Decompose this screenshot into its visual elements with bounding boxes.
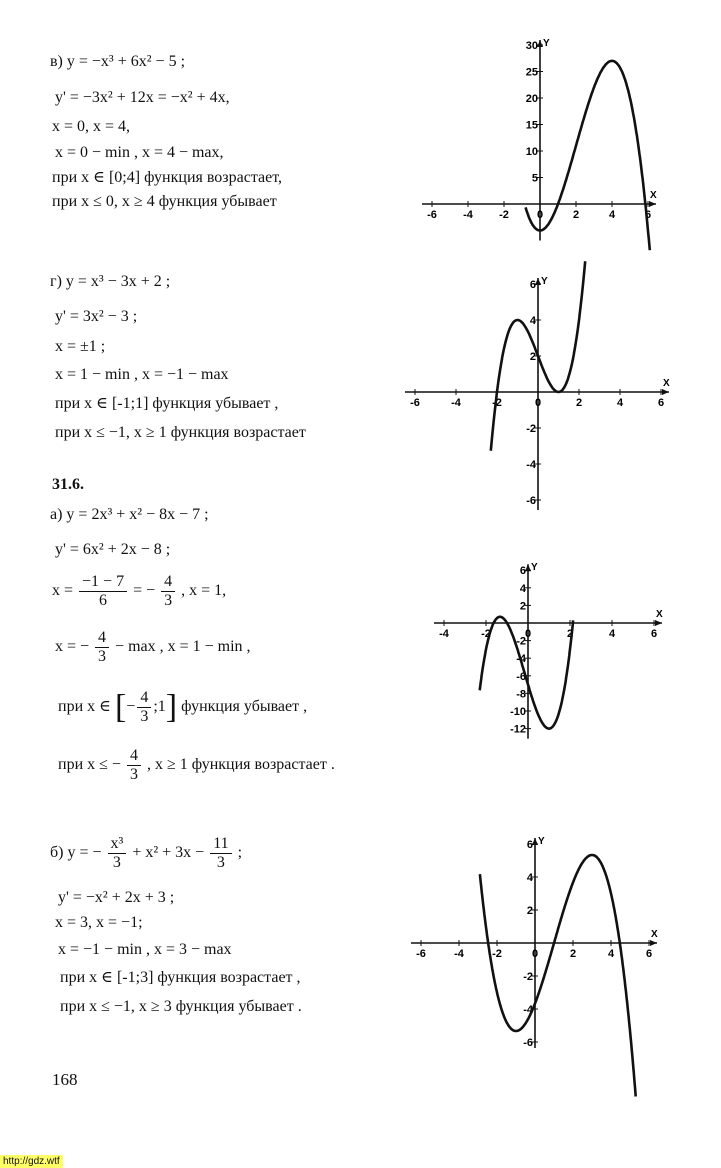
function-curve (526, 61, 650, 250)
x-tick-label: 4 (616, 397, 624, 409)
text: функция убывает , (181, 698, 308, 715)
function-curve (480, 855, 636, 1097)
fraction (95, 629, 109, 666)
problem-v-line5: при x ∈ [0;4] функция возрастает, (52, 169, 283, 186)
numerator: 4 (137, 689, 151, 708)
y-tick-label: -4 (526, 459, 536, 471)
problem-v-line1: в) y = −x³ + 6x² − 5 ; (50, 53, 186, 70)
problem-g-line6: при x ≤ −1, x ≥ 1 функция возрастает (55, 424, 306, 441)
x-tick-label: 4 (607, 948, 615, 960)
fraction (210, 835, 231, 872)
numerator: 4 (161, 573, 175, 592)
x-tick-label: 6 (657, 397, 665, 409)
problem-g-line4: x = 1 − min , x = −1 − max (55, 366, 229, 383)
x-tick-label: 2 (575, 397, 583, 409)
text: , x = 1, (181, 582, 227, 599)
y-tick-label: 6 (519, 565, 526, 578)
x-tick-label: 0 (534, 397, 542, 409)
text: x = − (55, 638, 90, 655)
numerator: x³ (108, 835, 127, 854)
y-tick-label: 15 (525, 119, 538, 132)
footer-link[interactable]: http://gdz.wtf (0, 1155, 63, 1168)
y-tick-label: 2 (529, 351, 536, 363)
x-tick-label: -2 (499, 209, 509, 221)
fraction (161, 573, 175, 610)
x-axis-label: X (663, 378, 670, 389)
y-tick-label: -6 (516, 670, 526, 683)
x-tick-label: 6 (650, 628, 658, 640)
numerator: 11 (210, 835, 231, 854)
problem-a-line3 (52, 572, 226, 610)
denominator: 3 (164, 591, 173, 609)
y-tick-label: 4 (529, 315, 536, 327)
x-tick-label: -4 (463, 209, 473, 221)
y-tick-label: -2 (516, 635, 526, 648)
denominator: 3 (112, 853, 121, 871)
problem-v-line4: x = 0 − min , x = 4 − max, (55, 144, 224, 161)
x-tick-label: -4 (451, 397, 461, 409)
y-tick-label: 10 (525, 146, 538, 158)
x-axis-label: X (650, 190, 657, 201)
y-axis-label: Y (531, 562, 538, 574)
fraction (79, 573, 127, 610)
text: x = (52, 582, 74, 599)
problem-b-line6: при x ≤ −1, x ≥ 3 функция убывает . (60, 998, 302, 1015)
problem-v-line6: при x ≤ 0, x ≥ 4 функция убывает (52, 193, 277, 210)
graph-b (415, 825, 675, 1050)
y-tick-label: 4 (526, 872, 533, 884)
x-tick-label: 0 (531, 948, 539, 960)
y-tick-label: -6 (526, 495, 536, 507)
y-tick-label: 2 (519, 600, 526, 613)
problem-a-line1: а) y = 2x³ + x² − 8x − 7 ; (50, 506, 209, 523)
graph-g (400, 262, 690, 512)
text: при x ∈ (58, 698, 111, 715)
problem-b-line2: y' = −x² + 2x + 3 ; (58, 889, 175, 906)
x-tick-label: -2 (481, 628, 491, 640)
y-axis-label: Y (541, 276, 548, 287)
bracket: [ (114, 688, 127, 726)
problem-a-line5 (58, 688, 307, 726)
text: б) y = − (50, 844, 102, 861)
y-tick-label: 25 (525, 66, 538, 79)
denominator: 3 (216, 853, 225, 871)
x-tick-label: 0 (524, 628, 532, 640)
x-axis-arrow (649, 201, 656, 207)
numerator: 4 (127, 747, 141, 766)
text: при x ≤ − (58, 756, 121, 773)
x-tick-label: -6 (427, 209, 437, 221)
graph-a (430, 535, 680, 785)
numerator: 4 (95, 629, 109, 648)
y-axis-label: Y (543, 38, 550, 49)
numerator: −1 − 7 (79, 573, 127, 592)
problem-g-line1: г) y = x³ − 3x + 2 ; (50, 273, 171, 290)
y-tick-label: -2 (523, 971, 533, 983)
x-axis-arrow (662, 389, 669, 395)
problem-b-line5: при x ∈ [-1;3] функция возрастает , (60, 969, 301, 986)
problem-a-line6 (58, 746, 335, 784)
denominator: 6 (99, 591, 108, 609)
y-tick-label: 30 (525, 40, 538, 52)
y-tick-label: 4 (519, 582, 526, 595)
y-tick-label: -2 (526, 423, 536, 435)
x-tick-label: -6 (416, 948, 426, 960)
x-axis-arrow (650, 940, 657, 946)
x-tick-label: 0 (536, 209, 544, 221)
denominator: 3 (98, 647, 107, 665)
y-tick-label: -8 (516, 688, 526, 701)
x-tick-label: 2 (569, 948, 577, 960)
x-tick-label: -4 (439, 628, 449, 640)
y-tick-label: 20 (525, 93, 538, 105)
problem-v-line2: y' = −3x² + 12x = −x² + 4x, (55, 89, 230, 106)
denominator: 3 (129, 765, 138, 783)
y-tick-label: 5 (531, 172, 538, 185)
text: − max , x = 1 − min , (115, 638, 251, 655)
fraction (108, 835, 127, 872)
problem-v-line3: x = 0, x = 4, (52, 118, 131, 135)
text: − (126, 698, 136, 715)
text: ; (237, 844, 243, 861)
y-tick-label: 2 (526, 905, 533, 917)
x-tick-label: -2 (492, 397, 502, 409)
bracket: ] (165, 688, 178, 726)
denominator: 3 (140, 707, 149, 725)
y-tick-label: 6 (526, 839, 533, 851)
x-tick-label: -4 (454, 948, 464, 960)
text: , x ≥ 1 функция возрастает . (146, 756, 335, 773)
text: + x² + 3x − (132, 844, 205, 861)
x-tick-label: -6 (410, 397, 420, 409)
problem-a-line2: y' = 6x² + 2x − 8 ; (55, 541, 171, 558)
text: ;1 (153, 698, 166, 715)
y-tick-label: -4 (516, 653, 526, 666)
problem-a-line4 (55, 628, 251, 666)
problem-g-line2: y' = 3x² − 3 ; (55, 308, 138, 325)
y-axis-label: Y (538, 836, 545, 847)
x-tick-label: 4 (608, 209, 616, 221)
graph-v (420, 38, 670, 248)
y-tick-label: -4 (523, 1004, 533, 1016)
y-tick-label: 6 (529, 279, 536, 291)
x-tick-label: 4 (608, 628, 616, 640)
x-tick-label: 6 (644, 209, 652, 221)
problem-g-line3: x = ±1 ; (55, 338, 106, 355)
x-axis-label: X (651, 929, 658, 940)
x-tick-label: -2 (492, 948, 502, 960)
fraction (137, 689, 151, 726)
x-axis-label: X (656, 609, 663, 620)
problem-g-line5: при x ∈ [-1;1] функция убывает , (55, 395, 279, 412)
fraction (127, 747, 141, 784)
section-title: 31.6. (52, 476, 84, 493)
x-tick-label: 6 (645, 948, 653, 960)
y-tick-label: -6 (523, 1037, 533, 1049)
y-tick-label: -12 (510, 723, 526, 736)
text: = − (133, 582, 156, 599)
x-tick-label: 2 (566, 628, 574, 640)
page-number: 168 (52, 1070, 78, 1089)
problem-b-line1 (50, 834, 242, 872)
x-axis-arrow (655, 620, 662, 626)
problem-b-line4: x = −1 − min , x = 3 − max (58, 941, 232, 958)
x-tick-label: 2 (572, 209, 580, 221)
problem-b-line3: x = 3, x = −1; (55, 914, 143, 931)
y-tick-label: -10 (510, 706, 526, 718)
